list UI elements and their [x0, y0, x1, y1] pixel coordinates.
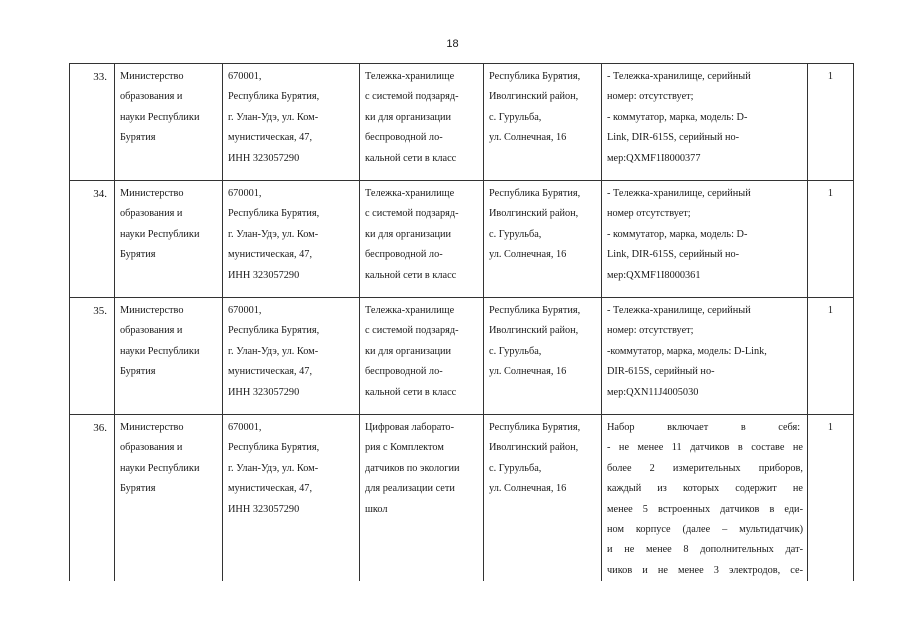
location-line: ул. Солнечная, 16 — [489, 366, 567, 378]
organization-line: науки Республики — [120, 345, 200, 357]
quantity-cell: 1 — [808, 64, 854, 181]
address-cell — [223, 181, 360, 298]
location-line: Республика Бурятия, — [489, 305, 581, 316]
address-line: мунистическая, 47, — [228, 366, 313, 378]
item-name-cell — [360, 415, 484, 582]
details-line: и не менее 8 дополнительных дат- — [607, 544, 803, 556]
row-number: 33. — [70, 64, 115, 181]
organization-line: Министерство — [120, 422, 184, 433]
address-line: Республика Бурятия, — [228, 208, 320, 220]
address-line: Республика Бурятия, — [228, 325, 320, 337]
address-line: г. Улан-Удэ, ул. Ком- — [228, 228, 319, 240]
location-line: Республика Бурятия, — [489, 188, 581, 199]
details-line: мер:QXMF1I8000377 — [607, 152, 701, 164]
details-line: ном корпусе (далее – мультидатчик) — [607, 524, 803, 536]
item-name-line: для реализации сети — [365, 483, 455, 495]
details-line: - коммутатор, марка, модель: D- — [607, 111, 748, 123]
quantity-cell: 1 — [808, 181, 854, 298]
organization-line: Министерство — [120, 305, 184, 316]
item-name-line: ки для организации — [365, 111, 452, 123]
item-name-line: датчиков по экологии — [365, 462, 460, 474]
address-line: мунистическая, 47, — [228, 249, 313, 261]
location-line: Республика Бурятия, — [489, 71, 581, 82]
item-name-line: кальной сети в класс — [365, 269, 457, 281]
details-cell — [602, 181, 808, 298]
details-cell — [602, 415, 808, 582]
table-row — [70, 415, 854, 582]
address-cell — [223, 64, 360, 181]
organization-line: Министерство — [120, 71, 184, 82]
item-name-line: беспроводной ло- — [365, 249, 443, 261]
organization-line: Бурятия — [120, 132, 156, 144]
item-name-line: с системой подзаряд- — [365, 208, 459, 220]
address-line: Республика Бурятия, — [228, 91, 320, 103]
table-row — [70, 64, 854, 181]
location-line: с. Гурульба, — [489, 345, 542, 357]
details-line: номер: отсутствует; — [607, 91, 694, 103]
organization-line: образования и — [120, 442, 183, 454]
address-line: 670001, — [228, 422, 262, 433]
organization-line: науки Республики — [120, 111, 200, 123]
organization-cell — [115, 64, 223, 181]
details-line: номер: отсутствует; — [607, 325, 694, 337]
item-name-line: с системой подзаряд- — [365, 91, 459, 103]
location-line: Республика Бурятия, — [489, 422, 581, 433]
organization-line: науки Республики — [120, 462, 200, 474]
organization-line: образования и — [120, 91, 183, 103]
item-name-cell — [360, 64, 484, 181]
details-line: более 2 измерительных приборов, — [607, 462, 803, 474]
details-cell — [602, 298, 808, 415]
address-line: ИНН 323057290 — [228, 152, 300, 164]
organization-cell — [115, 181, 223, 298]
address-line: 670001, — [228, 71, 262, 82]
details-line: номер отсутствует; — [607, 208, 691, 220]
details-line: менее 5 встроенных датчиков в еди- — [607, 503, 803, 515]
address-line: 670001, — [228, 305, 262, 316]
details-line: -коммутатор, марка, модель: D-Link, — [607, 345, 767, 357]
row-number: 36. — [70, 415, 115, 582]
details-line: каждый из которых содержит не — [607, 483, 803, 495]
address-line: 670001, — [228, 188, 262, 199]
location-line: Иволгинский район, — [489, 91, 579, 103]
address-line: г. Улан-Удэ, ул. Ком- — [228, 345, 319, 357]
location-line: с. Гурульба, — [489, 228, 542, 240]
address-cell — [223, 415, 360, 582]
location-cell — [484, 181, 602, 298]
details-line: мер:QXN11J4005030 — [607, 386, 699, 398]
details-line: - Тележка-хранилище, серийный — [607, 188, 751, 199]
details-line: Набор включает в себя: — [607, 422, 801, 433]
address-line: г. Улан-Удэ, ул. Ком- — [228, 462, 319, 474]
item-name-line: школ — [365, 503, 388, 515]
location-cell — [484, 415, 602, 582]
quantity-cell: 1 — [808, 415, 854, 582]
item-name-line: ки для организации — [365, 228, 452, 240]
item-name-line: беспроводной ло- — [365, 132, 443, 144]
page-number: 18 — [446, 38, 459, 50]
location-line: с. Гурульба, — [489, 111, 542, 123]
address-line: г. Улан-Удэ, ул. Ком- — [228, 111, 319, 123]
address-line: мунистическая, 47, — [228, 132, 313, 144]
item-name-cell — [360, 298, 484, 415]
details-line: Link, DIR-615S, серийный но- — [607, 132, 740, 144]
organization-line: Министерство — [120, 188, 184, 199]
address-cell — [223, 298, 360, 415]
location-line: с. Гурульба, — [489, 462, 542, 474]
location-line: Иволгинский район, — [489, 208, 579, 220]
item-name-line: рия с Комплектом — [365, 442, 444, 454]
details-line: DIR-615S, серийный но- — [607, 366, 715, 378]
location-line: ул. Солнечная, 16 — [489, 249, 567, 261]
details-line: - коммутатор, марка, модель: D- — [607, 228, 748, 240]
organization-cell — [115, 298, 223, 415]
quantity-cell: 1 — [808, 298, 854, 415]
details-line: мер:QXMF1I8000361 — [607, 269, 701, 281]
details-line: - Тележка-хранилище, серийный — [607, 305, 751, 316]
row-number: 35. — [70, 298, 115, 415]
organization-line: Бурятия — [120, 483, 156, 495]
organization-line: науки Республики — [120, 228, 200, 240]
location-line: ул. Солнечная, 16 — [489, 483, 567, 495]
organization-line: Бурятия — [120, 249, 156, 261]
details-cell — [602, 64, 808, 181]
details-line: - Тележка-хранилище, серийный — [607, 71, 751, 82]
item-name-line: Тележка-хранилище — [365, 188, 455, 199]
item-name-line: с системой подзаряд- — [365, 325, 459, 337]
address-line: ИНН 323057290 — [228, 386, 300, 398]
address-line: ИНН 323057290 — [228, 503, 300, 515]
location-cell — [484, 298, 602, 415]
details-line: чиков и не менее 3 электродов, се- — [607, 564, 803, 576]
item-name-line: беспроводной ло- — [365, 366, 443, 378]
location-line: ул. Солнечная, 16 — [489, 132, 567, 144]
organization-cell — [115, 415, 223, 582]
organization-line: образования и — [120, 325, 183, 337]
location-line: Иволгинский район, — [489, 442, 579, 454]
row-number: 34. — [70, 181, 115, 298]
table-row — [70, 181, 854, 298]
item-name-line: Цифровая лаборато- — [365, 422, 455, 433]
item-name-line: ки для организации — [365, 345, 452, 357]
item-name-line: Тележка-хранилище — [365, 305, 455, 316]
address-line: мунистическая, 47, — [228, 483, 313, 495]
item-name-line: кальной сети в класс — [365, 386, 457, 398]
item-name-line: Тележка-хранилище — [365, 71, 455, 82]
item-name-cell — [360, 181, 484, 298]
details-line: Link, DIR-615S, серийный но- — [607, 249, 740, 261]
location-line: Иволгинский район, — [489, 325, 579, 337]
inventory-table — [69, 63, 854, 581]
organization-line: Бурятия — [120, 366, 156, 378]
table-row — [70, 298, 854, 415]
location-cell — [484, 64, 602, 181]
address-line: ИНН 323057290 — [228, 269, 300, 281]
item-name-line: кальной сети в класс — [365, 152, 457, 164]
address-line: Республика Бурятия, — [228, 442, 320, 454]
organization-line: образования и — [120, 208, 183, 220]
details-line: - не менее 11 датчиков в составе не — [607, 442, 803, 454]
